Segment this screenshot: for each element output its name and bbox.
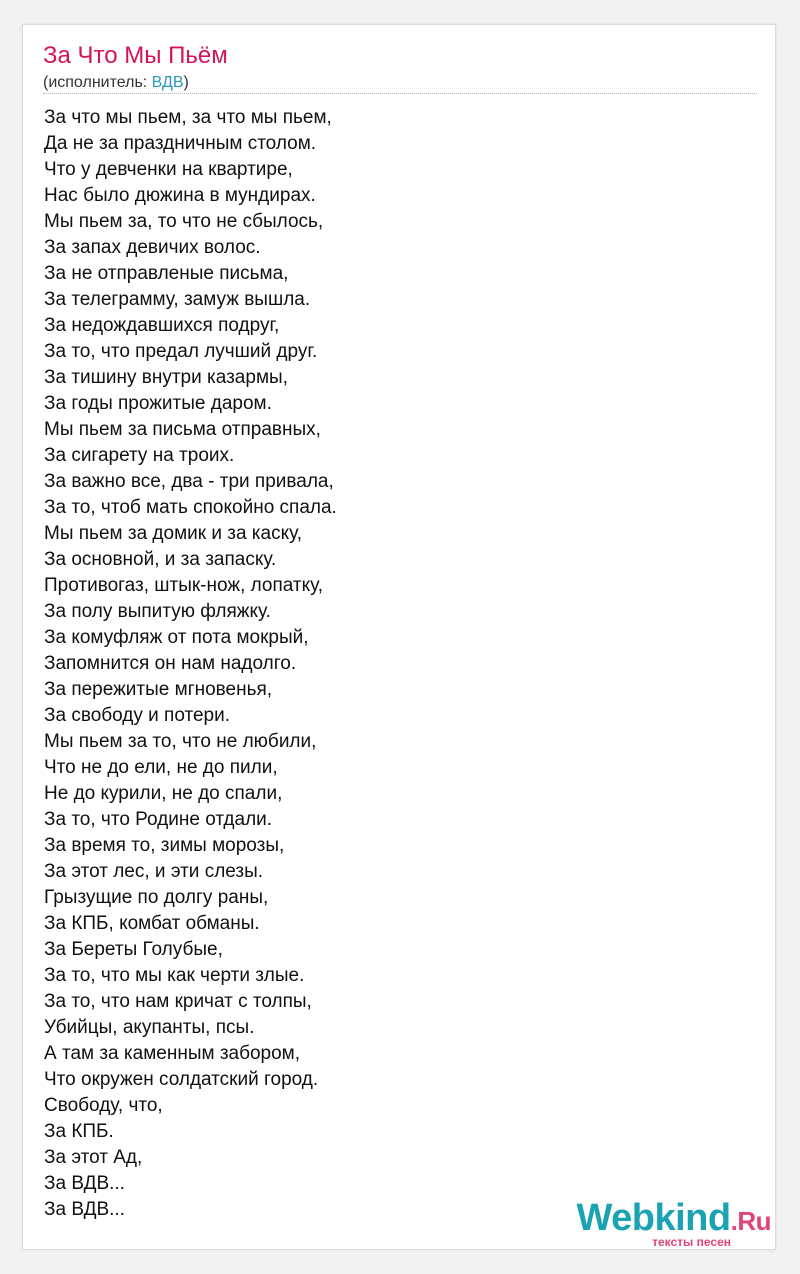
song-title: За Что Мы Пьём — [43, 42, 228, 69]
lyric-line: За годы прожитые даром. — [44, 393, 272, 414]
lyric-line: За КПБ, комбат обманы. — [44, 913, 260, 934]
logo-tagline: тексты песен — [652, 1235, 731, 1249]
lyric-line: Мы пьем за письма отправных, — [44, 419, 321, 440]
lyric-line: За этот лес, и эти слезы. — [44, 861, 264, 882]
lyric-line: Грызущие по долгу раны, — [44, 887, 269, 908]
lyric-line: За то, что мы как черти злые. — [44, 965, 305, 986]
lyric-line: Мы пьем за, то что не сбылось, — [44, 211, 324, 232]
site-logo[interactable] — [571, 1197, 771, 1249]
lyric-line: За основной, и за запаску. — [44, 549, 277, 570]
lyric-line: Противогаз, штык-нож, лопатку, — [44, 575, 324, 596]
lyric-line: За телеграмму, замуж вышла. — [44, 289, 311, 310]
lyric-line: Что окружен солдатский город. — [44, 1069, 319, 1090]
lyric-line: За Береты Голубые, — [44, 939, 223, 960]
lyric-line: Не до курили, не до спали, — [44, 783, 283, 804]
logo-name: Webkind — [576, 1197, 731, 1239]
lyric-line: Что у девченки на квартире, — [44, 159, 293, 180]
lyric-line: Свободу, что, — [44, 1095, 163, 1116]
lyric-line: Убийцы, акупанты, псы. — [44, 1017, 255, 1038]
logo-tld: .Ru — [730, 1206, 771, 1236]
lyric-line: За время то, зимы морозы, — [44, 835, 285, 856]
lyrics-card — [22, 24, 776, 1250]
title-divider — [43, 93, 757, 94]
lyric-line: За то, чтоб мать спокойно спала. — [44, 497, 337, 518]
lyric-line: За полу выпитую фляжку. — [44, 601, 271, 622]
lyric-line: Запомнится он нам надолго. — [44, 653, 297, 674]
lyric-line: За важно все, два - три привала, — [44, 471, 334, 492]
lyric-line: Мы пьем за то, что не любили, — [44, 731, 317, 752]
lyric-line: За тишину внутри казармы, — [44, 367, 288, 388]
lyric-line: Мы пьем за домик и за каску, — [44, 523, 302, 544]
lyric-line: За свободу и потери. — [44, 705, 231, 726]
lyric-line: За не отправленые письма, — [44, 263, 289, 284]
lyric-line: За запах девичих волос. — [44, 237, 261, 258]
lyric-line: За КПБ. — [44, 1121, 114, 1142]
artist-prefix: (исполнитель: — [43, 74, 152, 91]
lyric-line: А там за каменным забором, — [44, 1043, 301, 1064]
artist-suffix: ) — [183, 74, 189, 91]
lyric-line: За то, что предал лучший друг. — [44, 341, 318, 362]
lyrics-text — [44, 105, 337, 1223]
lyric-line: За ВДВ... — [44, 1199, 125, 1220]
lyric-line: За этот Ад, — [44, 1147, 143, 1168]
lyric-line: За то, что нам кричат с толпы, — [44, 991, 312, 1012]
lyric-line: За недождавшихся подруг, — [44, 315, 280, 336]
artist-link[interactable]: ВДВ — [151, 74, 184, 91]
lyric-line: Да не за праздничным столом. — [44, 133, 317, 154]
lyric-line: За комуфляж от пота мокрый, — [44, 627, 309, 648]
lyric-line: За то, что Родине отдали. — [44, 809, 273, 830]
lyric-line: За сигарету на троих. — [44, 445, 235, 466]
lyric-line: За что мы пьем, за что мы пьем, — [44, 107, 332, 128]
lyric-line: За ВДВ... — [44, 1173, 125, 1194]
lyric-line: Нас было дюжина в мундирах. — [44, 185, 316, 206]
lyric-line: За пережитые мгновенья, — [44, 679, 273, 700]
lyric-line: Что не до ели, не до пили, — [44, 757, 278, 778]
artist-line — [43, 73, 189, 93]
